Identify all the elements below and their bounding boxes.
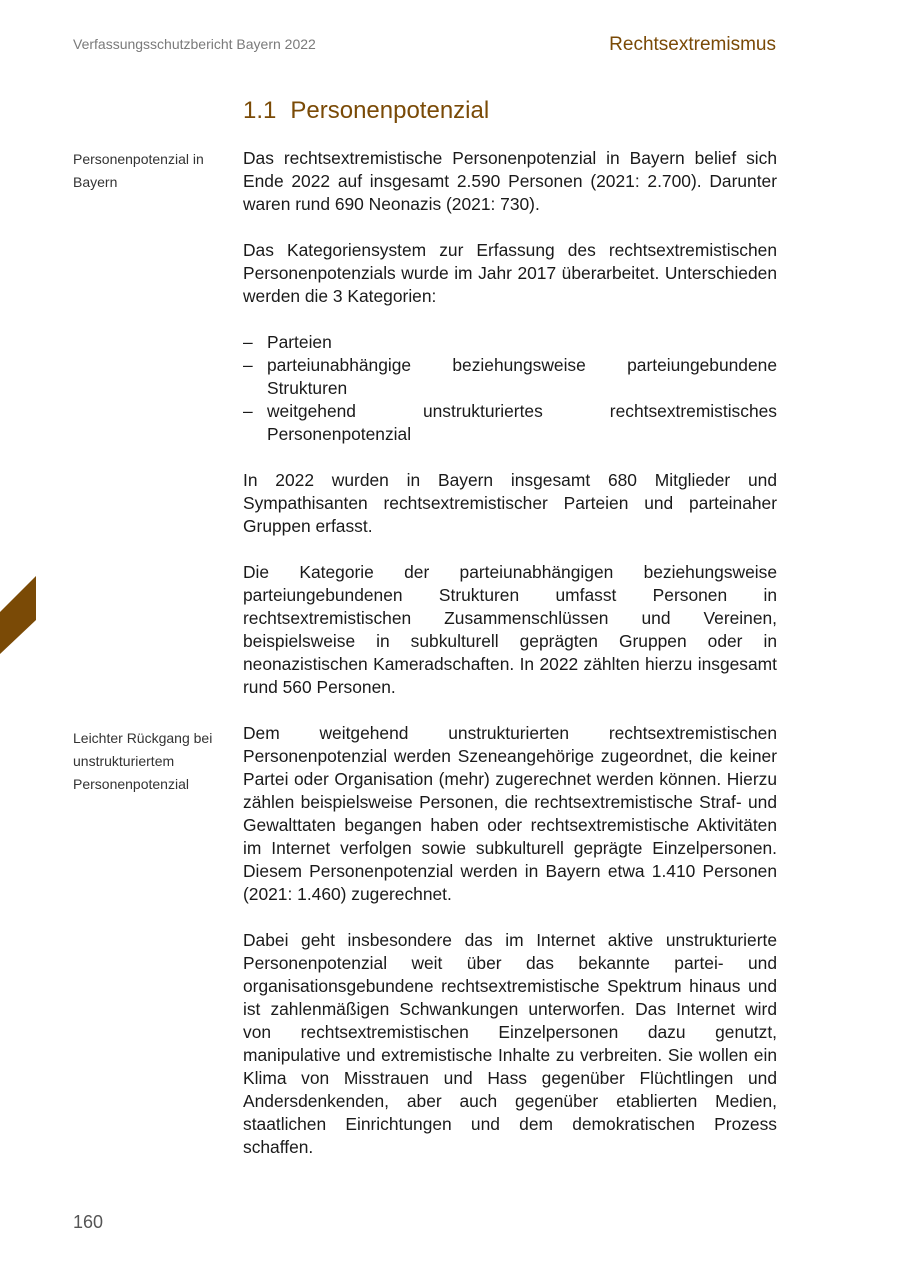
section-heading (243, 97, 489, 125)
section-number: 1.1 (243, 97, 277, 124)
paragraph: Dem weitgehend unstrukturierten rechtsextremistischen Personenpotenzial werden Szeneangehörige zugeordnet, die keiner Partei oder Organisation (mehr) zugerechnet werden können. Hierzu zählen beispielsweise Personen, die rechtsextremistische Straf- und Gewalttaten begangen haben oder rechtsextremistische Aktivitäten im Internet verfolgen sowie subkulturell geprägte Einzelpersonen. Diesem Personenpotenzial werden in Bayern etwa 1.410 Personen (2021: 1.460) zugerechnet. (243, 723, 777, 904)
list-item: – parteiunabhängige beziehungsweise parteiungebundene Strukturen (243, 355, 777, 398)
chapter-tab-marker (0, 576, 40, 656)
list-item: – Parteien (243, 332, 332, 352)
list-dash: – (243, 332, 253, 352)
page-number: 160 (73, 1212, 104, 1232)
section-title: Rechtsextremismus (609, 34, 776, 55)
list-dash: – (243, 401, 253, 421)
category-list (243, 331, 777, 446)
body-text (243, 147, 777, 1182)
paragraph: In 2022 wurden in Bayern insgesamt 680 Mitglieder und Sympathisanten rechtsextremistischer Parteien und parteinaher Gruppen erfasst. (243, 470, 777, 536)
list-item: – weitgehend unstrukturiertes rechtsextremistisches Personenpotenzial (243, 401, 777, 444)
margin-note-rueckgang: Leichter Rückgang bei unstrukturiertem Personenpotenzial (73, 730, 213, 792)
margin-note-personenpotenzial: Personenpotenzial in Bayern (73, 151, 204, 190)
section-heading-title: Personenpotenzial (290, 97, 490, 124)
paragraph: Die Kategorie der parteiunabhängigen beziehungsweise parteiungebundenen Strukturen umfasst Personen in rechtsextremistischen Zusammenschlüssen und Vereinen, beispielsweise in subkulturell geprägten Gruppen oder in neonazistischen Kameradschaften. In 2022 zählten hierzu insgesamt rund 560 Personen. (243, 562, 777, 697)
paragraph: Das rechtsextremistische Personenpotenzial in Bayern belief sich Ende 2022 auf insgesamt 2.590 Personen (2021: 2.700). Darunter waren rund 690 Neonazis (2021: 730). (243, 148, 777, 214)
paragraph: Dabei geht insbesondere das im Internet aktive unstrukturierte Personenpotenzial weit über das bekannte partei- und organisationsgebundene rechtsextremistische Spektrum hinaus und ist zahlenmäßigen Schwankungen unterworfen. Das Internet wird von rechtsextremistischen Einzelpersonen dazu genutzt, manipulative und extremistische Inhalte zu verbreiten. Sie wollen ein Klima von Misstrauen und Hass gegenüber Flüchtlingen und Andersdenkenden, aber auch gegenüber etablierten Medien, staatlichen Einrichtungen und dem demokratischen Prozess schaffen. (243, 930, 777, 1157)
list-dash: – (243, 355, 253, 375)
paragraph: Das Kategoriensystem zur Erfassung des rechtsextremistischen Personenpotenzials wurde im Jahr 2017 überarbeitet. Unterschieden werden die 3 Kategorien: (243, 240, 777, 306)
running-header: Verfassungsschutzbericht Bayern 2022 (73, 36, 316, 52)
